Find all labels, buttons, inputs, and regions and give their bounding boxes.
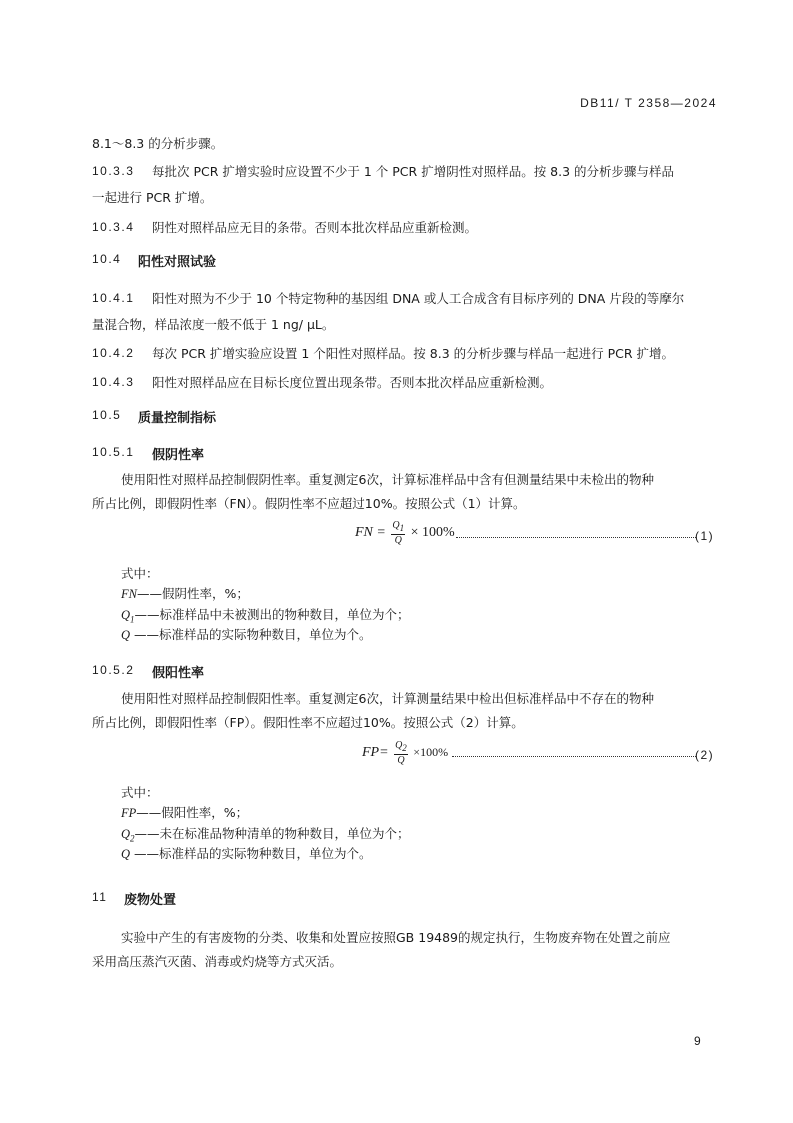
clause-10-3-3-line2: 一起进行 PCR 扩增。 [92, 190, 213, 205]
definition-q1 [121, 607, 410, 628]
clause-number-10-4-2: 10.4.2 [92, 346, 135, 360]
definition-q2-text: ——未在标准品物种清单的物种数目，单位为个； [134, 826, 410, 841]
formula-1 [355, 520, 455, 546]
section-number-10-5: 10.5 [92, 408, 122, 422]
clause-number-10-3-4: 10.3.4 [92, 220, 135, 234]
formula-1-fraction [391, 520, 405, 546]
formula-2 [362, 740, 448, 766]
clause-10-4-2-text: 每次 PCR 扩增实验应设置 1 个阳性对照样品。按 8.3 的分析步骤与样品一起进行 PCR 扩增。 [152, 346, 675, 361]
formula-2-label: (2) [695, 748, 715, 762]
definition-q-2-text: ——标准样品的实际物种数目，单位为个。 [130, 846, 372, 861]
definition-fn-text: ——假阴性率，%； [136, 586, 249, 601]
formula-1-denominator: Q [394, 535, 402, 546]
where-label-1: 式中： [121, 566, 159, 581]
page-number: 9 [694, 1034, 703, 1048]
definition-fp-text: ——假阳性率，%； [136, 805, 249, 820]
definition-fp [121, 805, 248, 821]
definition-q-1-symbol: Q [121, 628, 131, 642]
clause-10-5-2-line2: 所占比例，即假阳性率（FP）。假阳性率不应超过10%。按照公式（2）计算。 [92, 715, 524, 730]
formula-2-denominator: Q [397, 755, 405, 766]
formula-1-leader-dots [456, 537, 696, 538]
section-11-line2: 采用高压蒸汽灭菌、消毒或灼烧等方式灭活。 [92, 954, 343, 969]
clause-10-4-1-line2: 量混合物，样品浓度一般不低于 1 ng/ μL。 [92, 317, 335, 332]
paragraph-8-3-tail: 8.1～8.3 的分析步骤。 [92, 136, 224, 151]
doc-code: DB11/ T 2358—2024 [580, 96, 717, 110]
clause-10-3-3-line1: 每批次 PCR 扩增实验时应设置不少于 1 个 PCR 扩增阴性对照样品。按 8.3 的分析步骤与样品 [152, 164, 675, 179]
section-11-line1: 实验中产生的有害废物的分类、收集和处置应按照GB 19489的规定执行，生物废弃物在处置之前应 [121, 930, 671, 945]
section-title-10-4: 阳性对照试验 [138, 255, 217, 270]
definition-q-2-symbol: Q [121, 847, 131, 861]
formula-1-numerator: $Q_1$ [392, 520, 405, 533]
definition-fn [121, 586, 249, 602]
clause-number-10-5-2: 10.5.2 [92, 663, 135, 677]
formula-1-label: (1) [695, 529, 715, 543]
definition-q2-symbol: $Q_2$ [121, 827, 135, 844]
definition-q2 [121, 826, 410, 847]
clause-title-10-5-2: 假阳性率 [152, 666, 205, 681]
formula-2-fraction [394, 740, 408, 766]
formula-1-lhs: FN = [355, 525, 386, 541]
clause-number-10-5-1: 10.5.1 [92, 445, 135, 459]
clause-title-10-5-1: 假阴性率 [152, 448, 205, 463]
definition-q-2 [121, 846, 372, 862]
definition-q-1 [121, 627, 372, 643]
where-label-2: 式中： [121, 785, 159, 800]
clause-number-10-4-1: 10.4.1 [92, 291, 135, 305]
definition-q1-symbol: $Q_1$ [121, 608, 135, 625]
clause-number-10-3-3: 10.3.3 [92, 164, 135, 178]
definition-fp-symbol: FP [121, 806, 137, 820]
definition-fn-symbol: FN [121, 587, 137, 601]
formula-1-rhs: × 100% [410, 525, 455, 541]
clause-10-4-3-text: 阳性对照样品应在目标长度位置出现条带。否则本批次样品应重新检测。 [152, 375, 553, 390]
formula-2-leader-dots [452, 756, 696, 757]
clause-10-4-1-line1: 阳性对照为不少于 10 个特定物种的基因组 DNA 或人工合成含有目标序列的 DNA 片段的等摩尔 [152, 291, 685, 306]
section-title-10-5: 质量控制指标 [138, 411, 217, 426]
definition-q-1-text: ——标准样品的实际物种数目，单位为个。 [130, 627, 372, 642]
formula-2-numerator: $Q_2$ [395, 740, 407, 753]
formula-2-rhs: ×100% [413, 745, 449, 760]
clause-10-5-1-line2: 所占比例，即假阴性率（FN）。假阴性率不应超过10%。按照公式（1）计算。 [92, 496, 526, 511]
section-number-11: 11 [92, 890, 108, 904]
clause-10-5-1-line1: 使用阳性对照样品控制假阴性率。重复测定6次，计算标准样品中含有但测量结果中未检出的物种 [121, 472, 654, 487]
clause-number-10-4-3: 10.4.3 [92, 375, 135, 389]
definition-q1-text: ——标准样品中未被测出的物种数目，单位为个； [134, 607, 410, 622]
formula-2-lhs: FP= [362, 745, 389, 761]
section-number-10-4: 10.4 [92, 252, 122, 266]
clause-10-3-4-text: 阴性对照样品应无目的条带。否则本批次样品应重新检测。 [152, 220, 478, 235]
section-title-11: 废物处置 [124, 893, 177, 908]
clause-10-5-2-line1: 使用阳性对照样品控制假阳性率。重复测定6次，计算测量结果中检出但标准样品中不存在的物种 [121, 691, 654, 706]
